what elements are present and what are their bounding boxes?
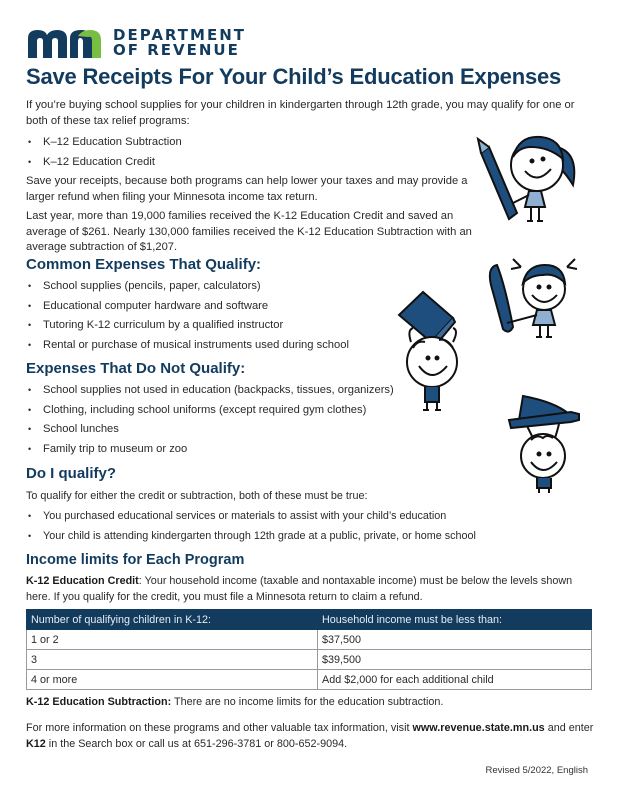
list-item: • Clothing, including school uniforms (except required gym clothes) bbox=[26, 403, 394, 423]
logo-line1: DEPARTMENT bbox=[113, 26, 246, 44]
list-item: • School lunches bbox=[26, 422, 394, 442]
more-info-part: in the Search box or call us at 651-296-3781 or 800-652-9094. bbox=[45, 737, 348, 750]
boy-with-book-illustration bbox=[395, 290, 475, 415]
income-limits-table bbox=[26, 609, 592, 690]
boy-with-pen-illustration bbox=[505, 390, 595, 495]
table-cell: $39,500 bbox=[318, 650, 592, 670]
table-cell: 3 bbox=[27, 650, 318, 670]
qualify-list bbox=[26, 279, 349, 357]
list-item: • K–12 Education Subtraction bbox=[26, 135, 182, 155]
do-i-qualify-heading: Do I qualify? bbox=[26, 465, 116, 482]
income-heading: Income limits for Each Program bbox=[26, 552, 245, 568]
column-header: Household income must be less than: bbox=[318, 610, 592, 630]
table-cell: Add $2,000 for each additional child bbox=[318, 670, 592, 690]
page-title: Save Receipts For Your Child’s Education Expenses bbox=[26, 64, 562, 89]
credit-label: K-12 Education Credit bbox=[26, 575, 139, 587]
credit-text bbox=[26, 574, 596, 605]
list-item: • Tutoring K-12 curriculum by a qualified instructor bbox=[26, 318, 349, 338]
table-row bbox=[27, 650, 592, 670]
requirements-list bbox=[26, 509, 476, 548]
do-i-qualify-text: To qualify for either the credit or subtraction, both of these must be true: bbox=[26, 490, 368, 502]
not-qualify-list bbox=[26, 383, 394, 461]
save-receipts-text: Save your receipts, because both programs can help lower your taxes and may provide a larger refund when filing your Minnesota income tax return. bbox=[26, 175, 468, 203]
table-row bbox=[27, 670, 592, 690]
list-item: • School supplies not used in education (backpacks, tissues, organizers) bbox=[26, 383, 394, 403]
more-info-part: For more information on these programs and other valuable tax information, visit bbox=[26, 722, 413, 734]
list-item: • Educational computer hardware and software bbox=[26, 299, 349, 319]
list-item: • Family trip to museum or zoo bbox=[26, 442, 394, 462]
subtraction-description: There are no income limits for the education subtraction. bbox=[171, 696, 444, 708]
subtraction-text bbox=[26, 695, 443, 711]
programs-list bbox=[26, 135, 182, 174]
table-header-row bbox=[27, 610, 592, 630]
table-cell: 1 or 2 bbox=[27, 630, 318, 650]
list-item: • Rental or purchase of musical instruments used during school bbox=[26, 338, 349, 358]
list-item: • You purchased educational services or materials to assist with your child’s education bbox=[26, 509, 476, 529]
not-qualify-heading: Expenses That Do Not Qualify: bbox=[26, 360, 246, 377]
more-info-text bbox=[26, 721, 596, 752]
more-info-part: and enter bbox=[544, 722, 594, 734]
revision-note: Revised 5/2022, English bbox=[485, 765, 588, 776]
list-item: • School supplies (pencils, paper, calculators) bbox=[26, 279, 349, 299]
credit-description: : Your household income (taxable and nontaxable income) must be below the levels shown here. If you qualify for the credit, you must file a Minnesota return to claim a refund. bbox=[26, 575, 573, 603]
girl-with-pen-illustration bbox=[485, 255, 580, 345]
logo-line2: OF REVENUE bbox=[113, 41, 240, 59]
girl-with-pencil-illustration bbox=[475, 125, 585, 230]
mn-logo-icon bbox=[26, 28, 104, 58]
intro-text: If you’re buying school supplies for your children in kindergarten through 12th grade, you may qualify for one or both of these tax relief programs: bbox=[26, 99, 575, 127]
search-keyword: K12 bbox=[26, 737, 46, 750]
department-logo bbox=[26, 28, 246, 58]
list-item: • K–12 Education Credit bbox=[26, 155, 182, 175]
subtraction-label: K-12 Education Subtraction: bbox=[26, 696, 172, 708]
table-row bbox=[27, 630, 592, 650]
table-cell: 4 or more bbox=[27, 670, 318, 690]
column-header: Number of qualifying children in K-12: bbox=[27, 610, 318, 630]
stats-text: Last year, more than 19,000 families received the K-12 Education Credit and saved an average of $261. Nearly 130,000 families received the K-12 Education Subtraction with an average subtraction of $1,207. bbox=[26, 210, 472, 253]
qualify-heading: Common Expenses That Qualify: bbox=[26, 256, 262, 273]
website-link[interactable]: www.revenue.state.mn.us bbox=[412, 722, 545, 734]
list-item: • Your child is attending kindergarten through 12th grade at a public, private, or home school bbox=[26, 529, 476, 549]
table-cell: $37,500 bbox=[318, 630, 592, 650]
